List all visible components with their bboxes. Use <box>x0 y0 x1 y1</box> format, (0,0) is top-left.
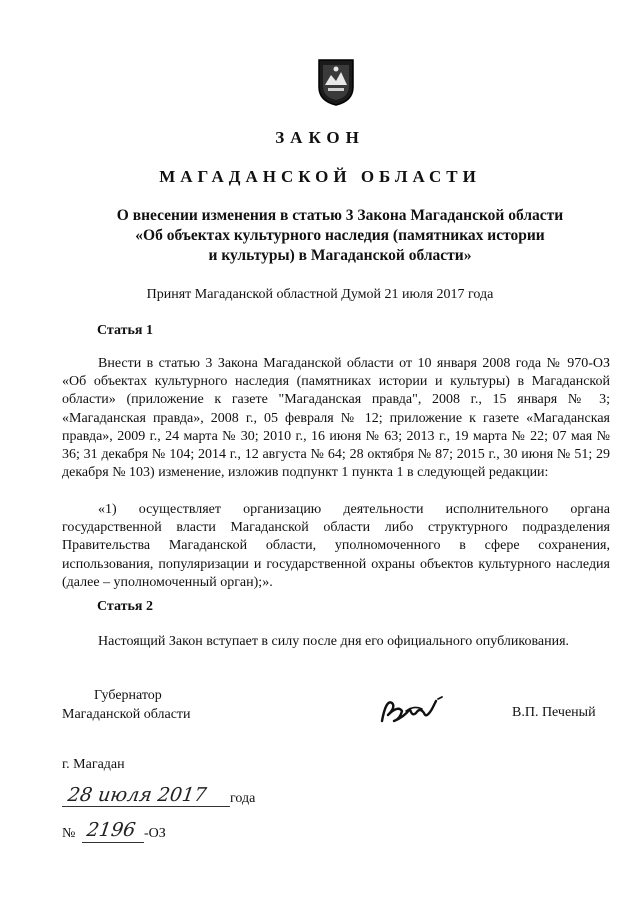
subtitle-line: «Об объектах культурного наследия (памятниках истории <box>135 227 545 244</box>
handwritten-signature <box>376 691 456 731</box>
law-title: ЗАКОН <box>275 128 365 147</box>
number-prefix: № <box>62 826 76 841</box>
date-underline <box>62 806 230 807</box>
signatory-name: В.П. Печеный <box>512 705 596 720</box>
article-1-paragraph-1: Внести в статью 3 Закона Магаданской области от 10 января 2008 года № 970-ОЗ «Об объектах культурного наследия (памятниках истории и культуры) в Магаданской области» (приложение к газете "Магаданская правда", 2008 г., 15 января № 3; «Магаданская правда», 2008 г., 05 февраля № 12; приложение к газете «Магаданская правда», 2009 г., 24 марта № 30; 2010 г., 16 июня № 63; 2013 г., 19 марта № 22; 07 мая № 36; 31 декабря № 104; 2014 г., 12 августа № 64; 28 октября № 87; 2015 г., 30 июня № 51; 29 декабря № 103) изменение, изложив подпункт 1 пункта 1 в следующей редакции: <box>62 356 610 481</box>
handwritten-number: 2196 <box>85 819 137 841</box>
handwritten-date: 28 июля 2017 <box>66 784 208 806</box>
role-line-2: Магаданской области <box>62 707 191 722</box>
law-subtitle <box>60 206 620 266</box>
date-suffix: года <box>230 791 256 806</box>
number-underline <box>82 842 144 843</box>
adoption-note: Принят Магаданской областной Думой 21 июля 2017 года <box>146 287 494 302</box>
law-number <box>62 819 262 848</box>
city-label: г. Магадан <box>62 757 125 772</box>
article-1-heading: Статья 1 <box>97 323 153 338</box>
region-title: МАГАДАНСКОЙ ОБЛАСТИ <box>159 167 481 186</box>
article-2-paragraph: Настоящий Закон вступает в силу после дня его официального опубликования. <box>98 634 570 649</box>
article-1-paragraph-2: «1) осуществляет организацию деятельности исполнительного органа государственной власти Магаданской области либо структурного подразделения Правительства Магаданской области, уполномоченного в сфере сохранения, использования, популяризации и государственной охраны объектов культурного наследия (далее – уполномоченный орган);». <box>62 502 610 590</box>
number-suffix: -ОЗ <box>144 826 166 841</box>
signing-date <box>62 786 282 812</box>
subtitle-line: и культуры) в Магаданской области» <box>208 247 472 264</box>
role-line-1: Губернатор <box>94 688 162 703</box>
subtitle-line: О внесении изменения в статью 3 Закона Магаданской области <box>116 207 564 224</box>
article-2-heading: Статья 2 <box>97 599 153 614</box>
signatory-role <box>62 686 191 724</box>
coat-of-arms-icon <box>315 57 357 107</box>
